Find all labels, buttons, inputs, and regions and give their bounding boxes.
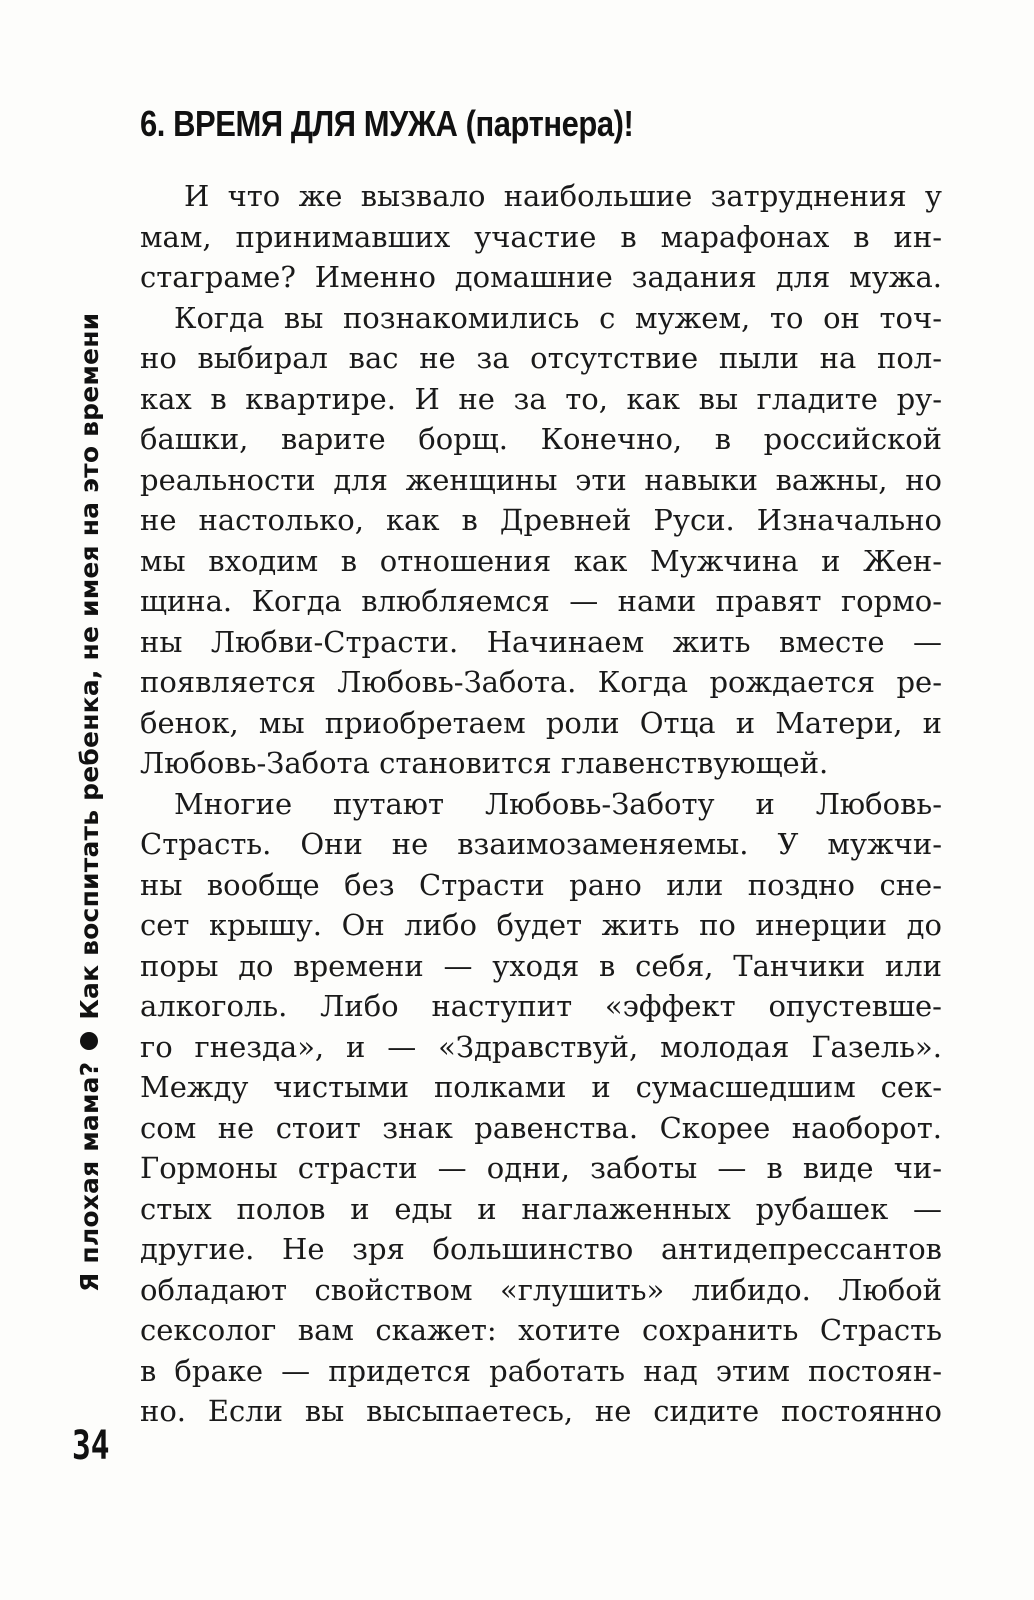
paragraph-3 [140,784,942,1432]
text-line: стых полов и еды и наглаженных рубашек — [140,1191,942,1226]
text-line: но выбирал вас не за отсутствие пыли на пол- [140,341,942,375]
text-line: сом не стоит знак равенства. Скорее наоборот. [140,1110,942,1145]
text-line: в браке — придется работать над этим постоян- [140,1353,942,1388]
running-head-part2: Как воспитать ребенка, не имея на это времени [75,312,104,1020]
bullet-dot-icon [80,1032,98,1050]
text-line: появляется Любовь-Забота. Когда рождается ре- [140,665,942,699]
text-line: алкоголь. Либо наступит «эффект опустевше- [140,989,942,1023]
text-line: реальности для женщины эти навыки важны, но [140,462,942,497]
text-line: щина. Когда влюбляемся — нами правят гормо- [140,584,942,618]
text-line: го гнезда», и — «Здравствуй, молодая Газель». [140,1029,942,1064]
section-heading: 6. ВРЕМЯ ДЛЯ МУЖА (партнера)! [140,103,634,144]
text-line: Страсть. Они не взаимозаменяемы. У мужчи- [140,827,942,861]
text-line: Многие путают Любовь-Заботу и Любовь- [174,786,942,821]
text-line: другие. Не зря большинство антидепрессантов [140,1232,942,1266]
text-line: стаграме? Именно домашние задания для мужа. [140,260,942,294]
page-number: 34 [72,1423,110,1469]
text-line: но. Если вы высыпаетесь, не сидите постоянно [140,1394,942,1428]
text-line: Между чистыми полками и сумасшедшим сек- [140,1070,942,1104]
text-line: обладают свойством «глушить» либидо. Любой [140,1272,942,1307]
text-line: сексолог вам скажет: хотите сохранить Страсть [140,1313,942,1347]
text-line: ны Любви-Страсти. Начинаем жить вместе — [140,624,942,659]
text-line: бенок, мы приобретаем роли Отца и Матери, и [140,705,942,740]
running-head-part1: Я плохая мама? [75,1061,104,1292]
text-line: ках в квартире. И не за то, как вы гладите ру- [140,381,942,416]
text-line: мы входим в отношения как Мужчина и Жен- [140,543,942,578]
text-line: сет крышу. Он либо будет жить по инерции до [140,908,942,942]
text-line: И что же вызвало наибольшие затруднения у [184,179,942,213]
text-line: не настолько, как в Древней Руси. Изначально [140,503,942,537]
running-head [72,182,108,1292]
paragraph-2 [140,298,942,784]
text-line: Гормоны страсти — одни, заботы — в виде чи- [140,1151,942,1185]
body-text [140,176,942,1432]
text-line: Любовь-Забота становится главенствующей. [140,746,829,780]
paragraph-1 [140,176,942,298]
text-line: ны вообще без Страсти рано или поздно сне- [140,867,942,902]
text-line: поры до времени — уходя в себя, Танчики или [140,948,942,983]
text-line: Когда вы познакомились с мужем, то он точ- [174,300,942,335]
text-line: башки, варите борщ. Конечно, в российской [140,422,942,456]
text-line: мам, принимавших участие в марафонах в ин- [140,219,942,254]
